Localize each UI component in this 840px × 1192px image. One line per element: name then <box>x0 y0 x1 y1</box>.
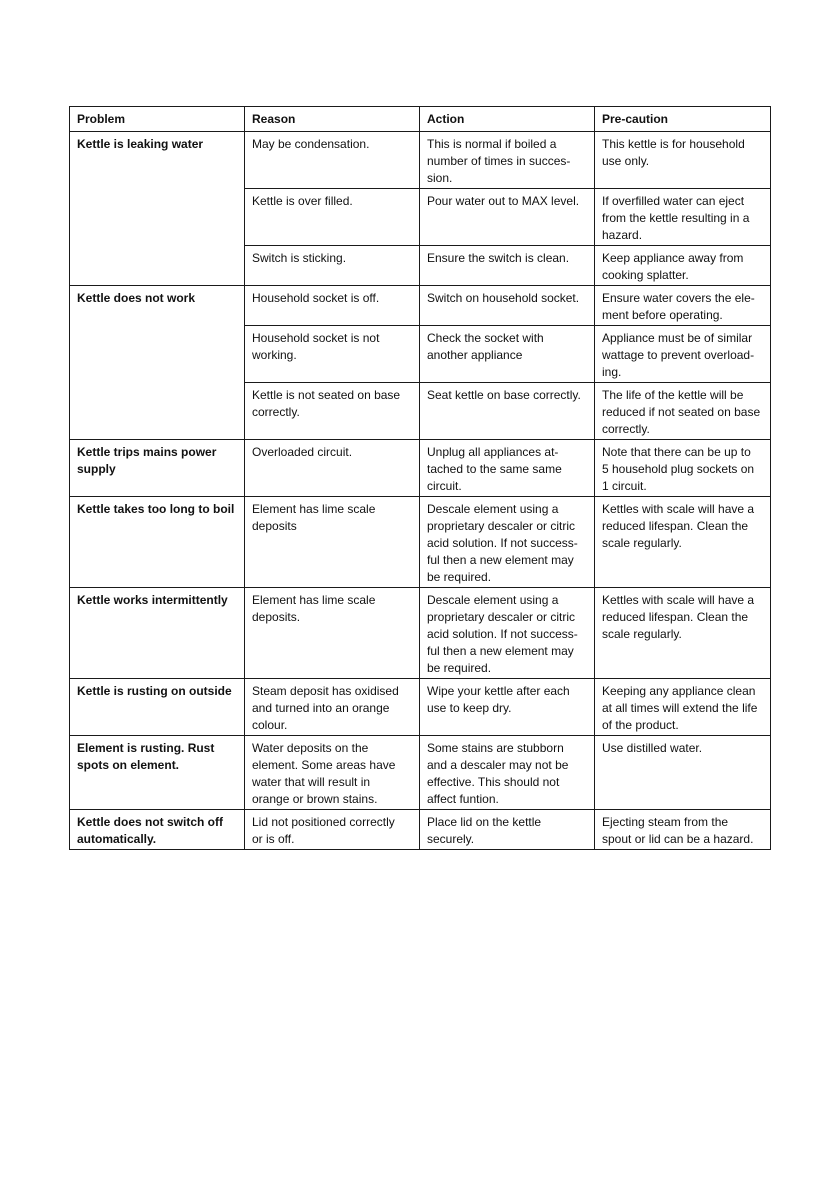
reason-cell: Household socket is not working. <box>245 326 420 383</box>
precaution-cell: Note that there can be up to 5 household plug sockets on 1 circuit. <box>595 440 771 497</box>
table-row <box>70 286 771 326</box>
table-row <box>70 679 771 736</box>
header-action: Action <box>420 107 595 132</box>
table-row <box>70 588 771 679</box>
problem-cell: Kettle does not switch off automatically. <box>70 810 245 850</box>
reason-cell: Overloaded circuit. <box>245 440 420 497</box>
action-cell: Unplug all appliances at- tached to the same same circuit. <box>420 440 595 497</box>
table-row <box>70 810 771 850</box>
problem-cell: Kettle does not work <box>70 286 245 440</box>
precaution-cell: Use distilled water. <box>595 736 771 810</box>
precaution-cell: Ensure water covers the ele- ment before operating. <box>595 286 771 326</box>
precaution-cell: Appliance must be of similar wattage to prevent overload- ing. <box>595 326 771 383</box>
action-cell: Pour water out to MAX level. <box>420 189 595 246</box>
precaution-cell: This kettle is for household use only. <box>595 132 771 189</box>
problem-cell: Element is rusting. Rust spots on element. <box>70 736 245 810</box>
precaution-cell: Keep appliance away from cooking splatter. <box>595 246 771 286</box>
reason-cell: May be condensation. <box>245 132 420 189</box>
action-cell: Seat kettle on base correctly. <box>420 383 595 440</box>
precaution-cell: Keeping any appliance clean at all times will extend the life of the product. <box>595 679 771 736</box>
header-row <box>70 107 771 132</box>
table-row <box>70 132 771 189</box>
problem-cell: Kettle works intermittently <box>70 588 245 679</box>
header-precaution: Pre-caution <box>595 107 771 132</box>
table-row <box>70 497 771 588</box>
action-cell: Place lid on the kettle securely. <box>420 810 595 850</box>
problem-cell: Kettle takes too long to boil <box>70 497 245 588</box>
action-cell: Switch on household socket. <box>420 286 595 326</box>
problem-cell: Kettle trips mains power supply <box>70 440 245 497</box>
reason-cell: Steam deposit has oxidised and turned into an orange colour. <box>245 679 420 736</box>
reason-cell: Water deposits on the element. Some areas have water that will result in orange or brown stains. <box>245 736 420 810</box>
reason-cell: Household socket is off. <box>245 286 420 326</box>
reason-cell: Kettle is not seated on base correctly. <box>245 383 420 440</box>
reason-cell: Element has lime scale deposits. <box>245 588 420 679</box>
reason-cell: Lid not positioned correctly or is off. <box>245 810 420 850</box>
troubleshooting-table <box>69 106 771 850</box>
action-cell: Ensure the switch is clean. <box>420 246 595 286</box>
action-cell: Some stains are stubborn and a descaler may not be effective. This should not affect funtion. <box>420 736 595 810</box>
table-row <box>70 736 771 810</box>
precaution-cell: If overfilled water can eject from the kettle resulting in a hazard. <box>595 189 771 246</box>
precaution-cell: The life of the kettle will be reduced if not seated on base correctly. <box>595 383 771 440</box>
action-cell: Descale element using a proprietary descaler or citric acid solution. If not success- ful then a new element may be required. <box>420 588 595 679</box>
table-body <box>70 132 771 850</box>
header-problem: Problem <box>70 107 245 132</box>
precaution-cell: Kettles with scale will have a reduced lifespan. Clean the scale regularly. <box>595 497 771 588</box>
precaution-cell: Ejecting steam from the spout or lid can be a hazard. <box>595 810 771 850</box>
problem-cell: Kettle is leaking water <box>70 132 245 286</box>
reason-cell: Kettle is over filled. <box>245 189 420 246</box>
action-cell: Descale element using a proprietary descaler or citric acid solution. If not success- ful then a new element may be required. <box>420 497 595 588</box>
problem-cell: Kettle is rusting on outside <box>70 679 245 736</box>
header-reason: Reason <box>245 107 420 132</box>
action-cell: Check the socket with another appliance <box>420 326 595 383</box>
precaution-cell: Kettles with scale will have a reduced lifespan. Clean the scale regularly. <box>595 588 771 679</box>
reason-cell: Element has lime scale deposits <box>245 497 420 588</box>
reason-cell: Switch is sticking. <box>245 246 420 286</box>
action-cell: Wipe your kettle after each use to keep dry. <box>420 679 595 736</box>
table-row <box>70 440 771 497</box>
action-cell: This is normal if boiled a number of times in succes- sion. <box>420 132 595 189</box>
